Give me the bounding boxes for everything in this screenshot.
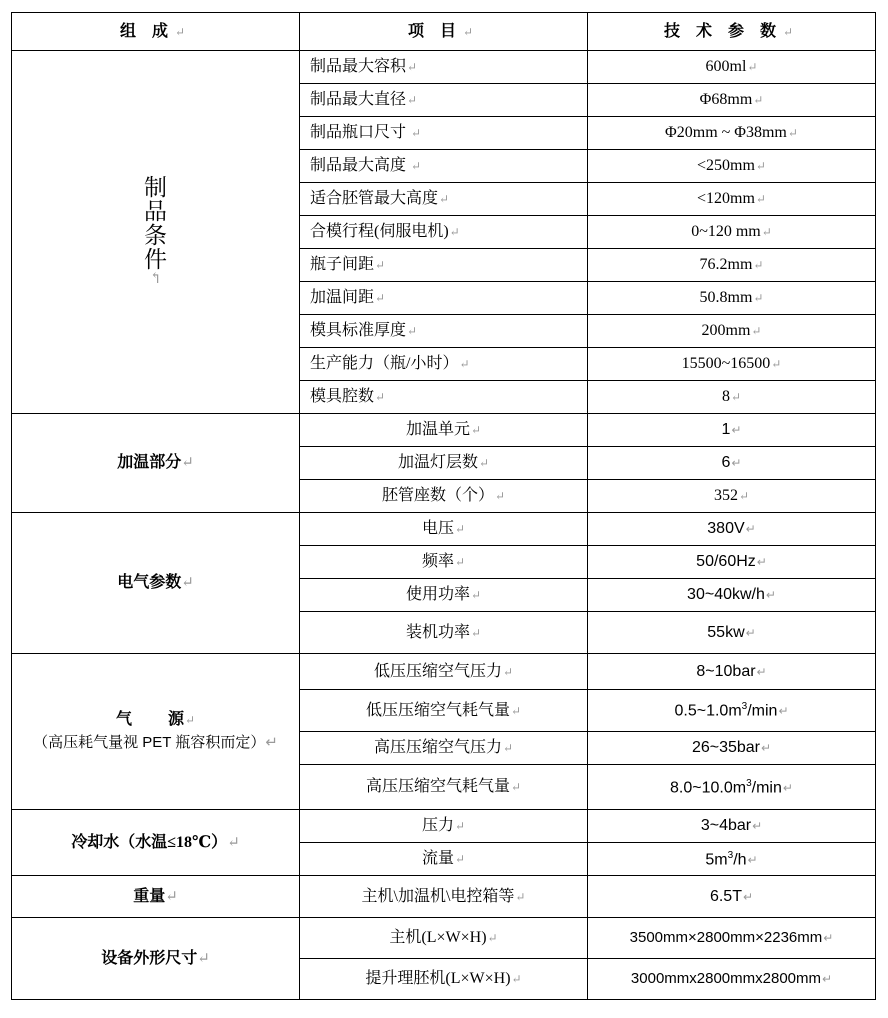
- value-cell: Φ20mm ~ Φ38mm↵: [588, 117, 876, 150]
- item-cell: 加温灯层数↵: [300, 447, 588, 480]
- air-source-note: （高压耗气量视 PET 瓶容积而定）↵: [33, 734, 278, 752]
- header-row: [12, 13, 876, 51]
- item-cell: 模具标准厚度↵: [300, 315, 588, 348]
- value-cell: 0~120 mm↵: [588, 216, 876, 249]
- value-cell: $8.0\sim 10.0m^3/\min↵$: [588, 765, 876, 810]
- item-cell: 高压压缩空气压力↵: [300, 732, 588, 765]
- item-cell: 生产能力（瓶/小时）↵: [300, 348, 588, 381]
- group-air-source: [12, 654, 300, 810]
- item-cell: 高压压缩空气耗气量↵: [300, 765, 588, 810]
- item-cell: 主机(L×W×H)↵: [300, 918, 588, 959]
- item-cell: 制品瓶口尺寸 ↵: [300, 117, 588, 150]
- table-row: [12, 513, 876, 546]
- value-cell: 8↵: [588, 381, 876, 414]
- value-cell: 6↵: [588, 447, 876, 480]
- item-cell: 电压↵: [300, 513, 588, 546]
- value-cell: <250mm↵: [588, 150, 876, 183]
- value-cell: $0.5\sim 1.0m^3/\min↵$: [588, 690, 876, 732]
- item-cell: 主机\加温机\电控箱等↵: [300, 876, 588, 918]
- value-cell: 15500~16500↵: [588, 348, 876, 381]
- value-cell: 3~4bar↵: [588, 810, 876, 843]
- item-cell: 制品最大容积↵: [300, 51, 588, 84]
- item-cell: 装机功率↵: [300, 612, 588, 654]
- item-cell: 频率↵: [300, 546, 588, 579]
- value-cell: 200mm↵: [588, 315, 876, 348]
- group-product-conditions: [12, 51, 300, 414]
- spec-table: [11, 12, 876, 1000]
- table-row: [12, 918, 876, 959]
- item-cell: 低压压缩空气压力↵: [300, 654, 588, 690]
- value-cell: 1↵: [588, 414, 876, 447]
- header-item: 项 目↵: [300, 13, 588, 51]
- group-electrical: 电气参数↵: [12, 513, 300, 654]
- item-cell: 加温间距↵: [300, 282, 588, 315]
- value-cell: 26~35bar↵: [588, 732, 876, 765]
- item-cell: 瓶子间距↵: [300, 249, 588, 282]
- item-cell: 流量↵: [300, 843, 588, 876]
- item-cell: 使用功率↵: [300, 579, 588, 612]
- value-cell: 76.2mm↵: [588, 249, 876, 282]
- air-source-label: 气 源↵: [115, 711, 196, 729]
- header-parameter: 技 术 参 数↵: [588, 13, 876, 51]
- value-cell: $5m^3/h↵$: [588, 843, 876, 876]
- table-row: [12, 51, 876, 84]
- value-cell: 352↵: [588, 480, 876, 513]
- value-cell: 8~10bar↵: [588, 654, 876, 690]
- header-composition: 组 成↵: [12, 13, 300, 51]
- value-cell: 30~40kw/h↵: [588, 579, 876, 612]
- item-cell: 压力↵: [300, 810, 588, 843]
- value-cell: 600ml↵: [588, 51, 876, 84]
- group-cooling-water: 冷却水（水温≤18℃）↵: [12, 810, 300, 876]
- group-weight: 重量↵: [12, 876, 300, 918]
- value-cell: 6.5T↵: [588, 876, 876, 918]
- item-cell: 胚管座数（个）↵: [300, 480, 588, 513]
- item-cell: 模具腔数↵: [300, 381, 588, 414]
- value-cell: 50/60Hz↵: [588, 546, 876, 579]
- table-row: [12, 810, 876, 843]
- group-heating: 加温部分↵: [12, 414, 300, 513]
- value-cell: 380V↵: [588, 513, 876, 546]
- value-cell: 55kw↵: [588, 612, 876, 654]
- value-cell: <120mm↵: [588, 183, 876, 216]
- value-cell: 3000mmx2800mmx2800mm↵: [588, 959, 876, 1000]
- table-row: [12, 414, 876, 447]
- table-row: [12, 654, 876, 690]
- product-conditions-label: 制 品 条 件 ↰: [144, 174, 167, 288]
- item-cell: 提升理胚机(L×W×H)↵: [300, 959, 588, 1000]
- item-cell: 合模行程(伺服电机)↵: [300, 216, 588, 249]
- value-cell: 50.8mm↵: [588, 282, 876, 315]
- value-cell: 3500mm×2800mm×2236mm↵: [588, 918, 876, 959]
- item-cell: 适合胚管最大高度↵: [300, 183, 588, 216]
- item-cell: 低压压缩空气耗气量↵: [300, 690, 588, 732]
- item-cell: 制品最大直径↵: [300, 84, 588, 117]
- item-cell: 加温单元↵: [300, 414, 588, 447]
- item-cell: 制品最大高度 ↵: [300, 150, 588, 183]
- group-dimensions: 设备外形尺寸↵: [12, 918, 300, 1000]
- table-row: [12, 876, 876, 918]
- value-cell: Φ68mm↵: [588, 84, 876, 117]
